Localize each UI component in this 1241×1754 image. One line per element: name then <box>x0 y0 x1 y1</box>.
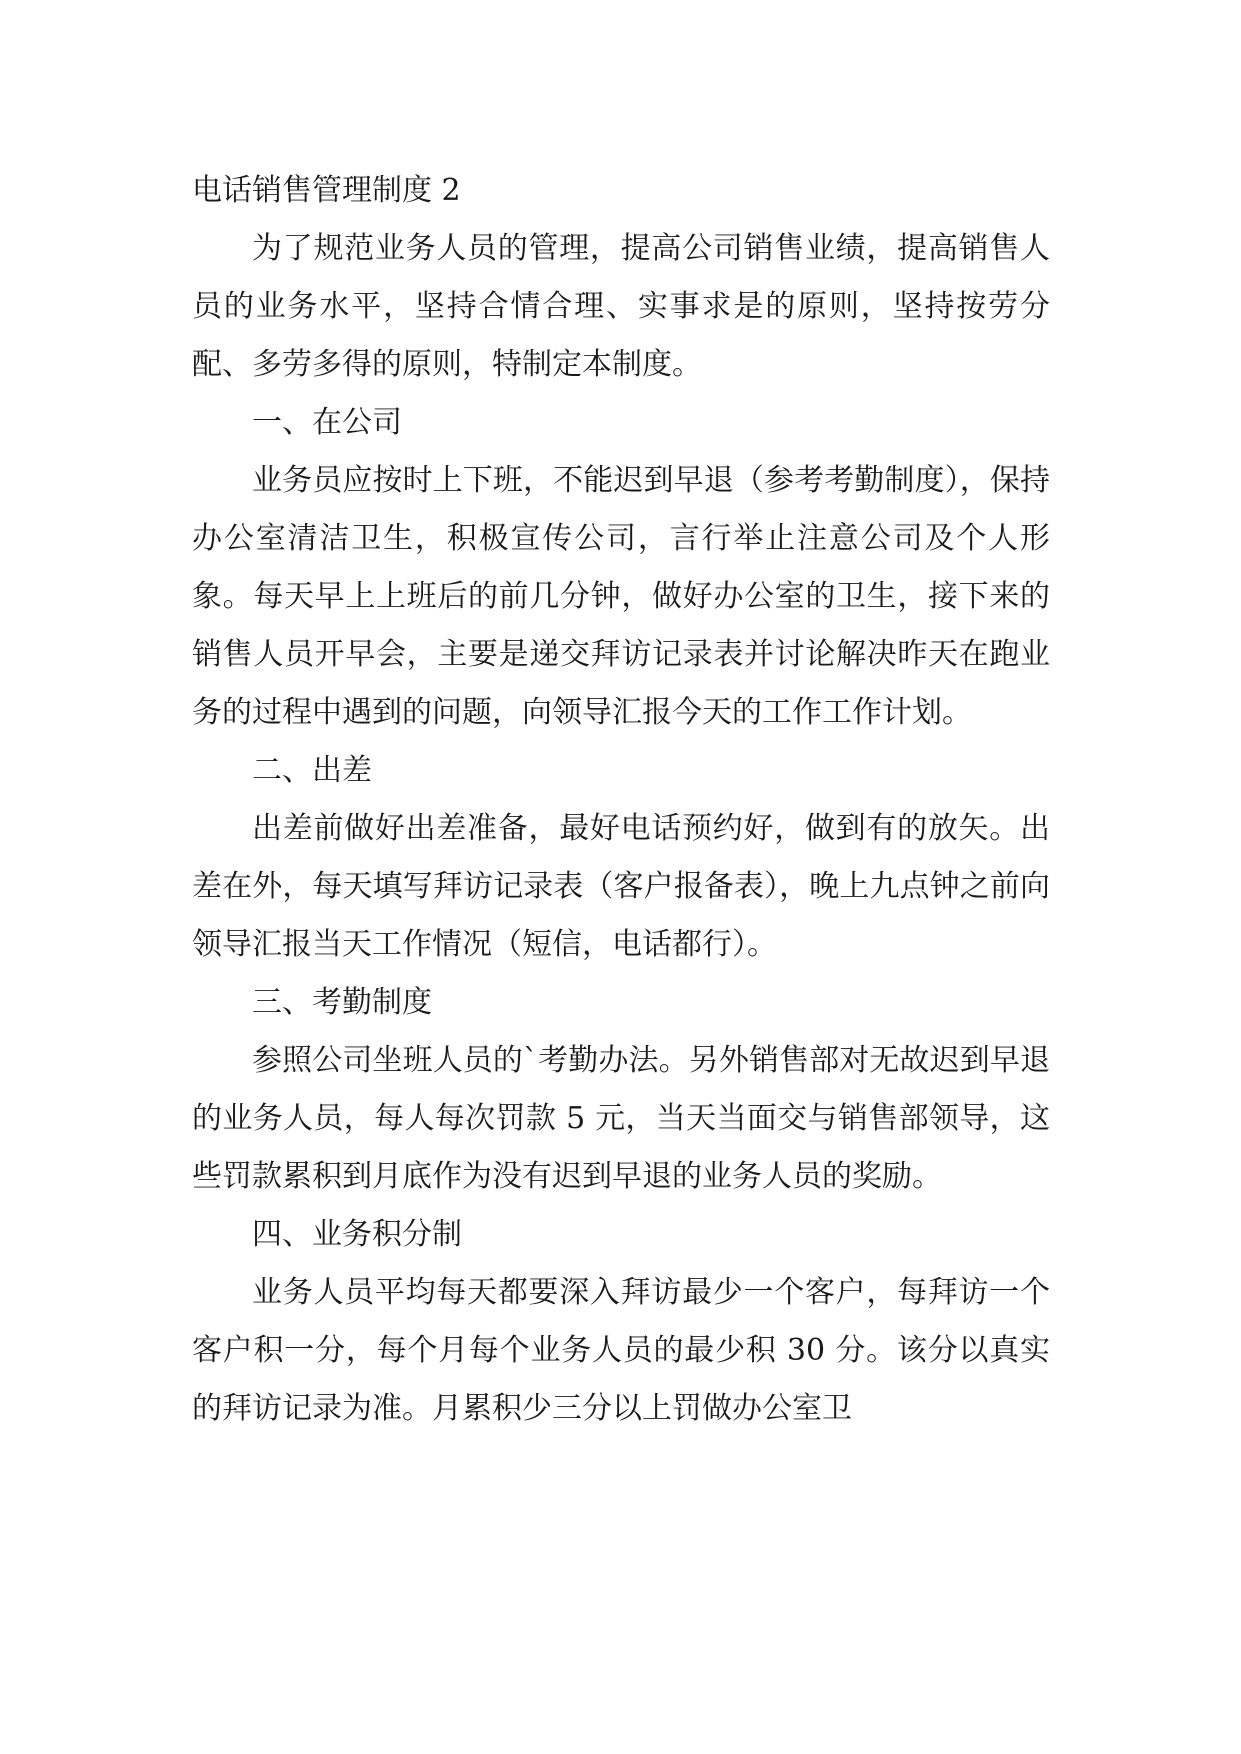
document-body <box>192 162 1050 1438</box>
intro-paragraph: 为了规范业务人员的管理，提高公司销售业绩，提高销售人员的业务水平，坚持合情合理、实事求是的原则，坚持按劳分配、多劳多得的原则，特制定本制度。 <box>192 231 1050 382</box>
points-paragraph: 业务人员平均每天都要深入拜访最少一个客户，每拜访一个客户积一分，每个月每个业务人员的最少积 30 分。该分以真实的拜访记录为准。月累积少三分以上罚做办公室卫 <box>192 1275 1050 1426</box>
office-paragraph: 业务员应按时上下班，不能迟到早退（参考考勤制度），保持办公室清洁卫生，积极宣传公司，言行举止注意公司及个人形象。每天早上上班后的前几分钟，做好办公室的卫生，接下来的销售人员开早会，主要是递交拜访记录表并讨论解决昨天在跑业务的过程中遇到的问题，向领导汇报今天的工作工作计划。 <box>192 463 1050 730</box>
section-heading-office: 一、在公司 <box>252 405 402 440</box>
attendance-paragraph: 参照公司坐班人员的`考勤办法。另外销售部对无故迟到早退的业务人员，每人每次罚款 5 元，当天当面交与销售部领导，这些罚款累积到月底作为没有迟到早退的业务人员的奖励。 <box>192 1043 1050 1194</box>
business-trip-paragraph: 出差前做好出差准备，最好电话预约好，做到有的放矢。出差在外，每天填写拜访记录表（客户报备表），晚上九点钟之前向领导汇报当天工作情况（短信，电话都行）。 <box>192 811 1050 962</box>
section-heading-attendance: 三、考勤制度 <box>252 985 432 1020</box>
section-heading-business-trip: 二、出差 <box>252 753 372 788</box>
document-title: 电话销售管理制度 2 <box>192 173 461 208</box>
section-heading-points: 四、业务积分制 <box>252 1217 462 1252</box>
